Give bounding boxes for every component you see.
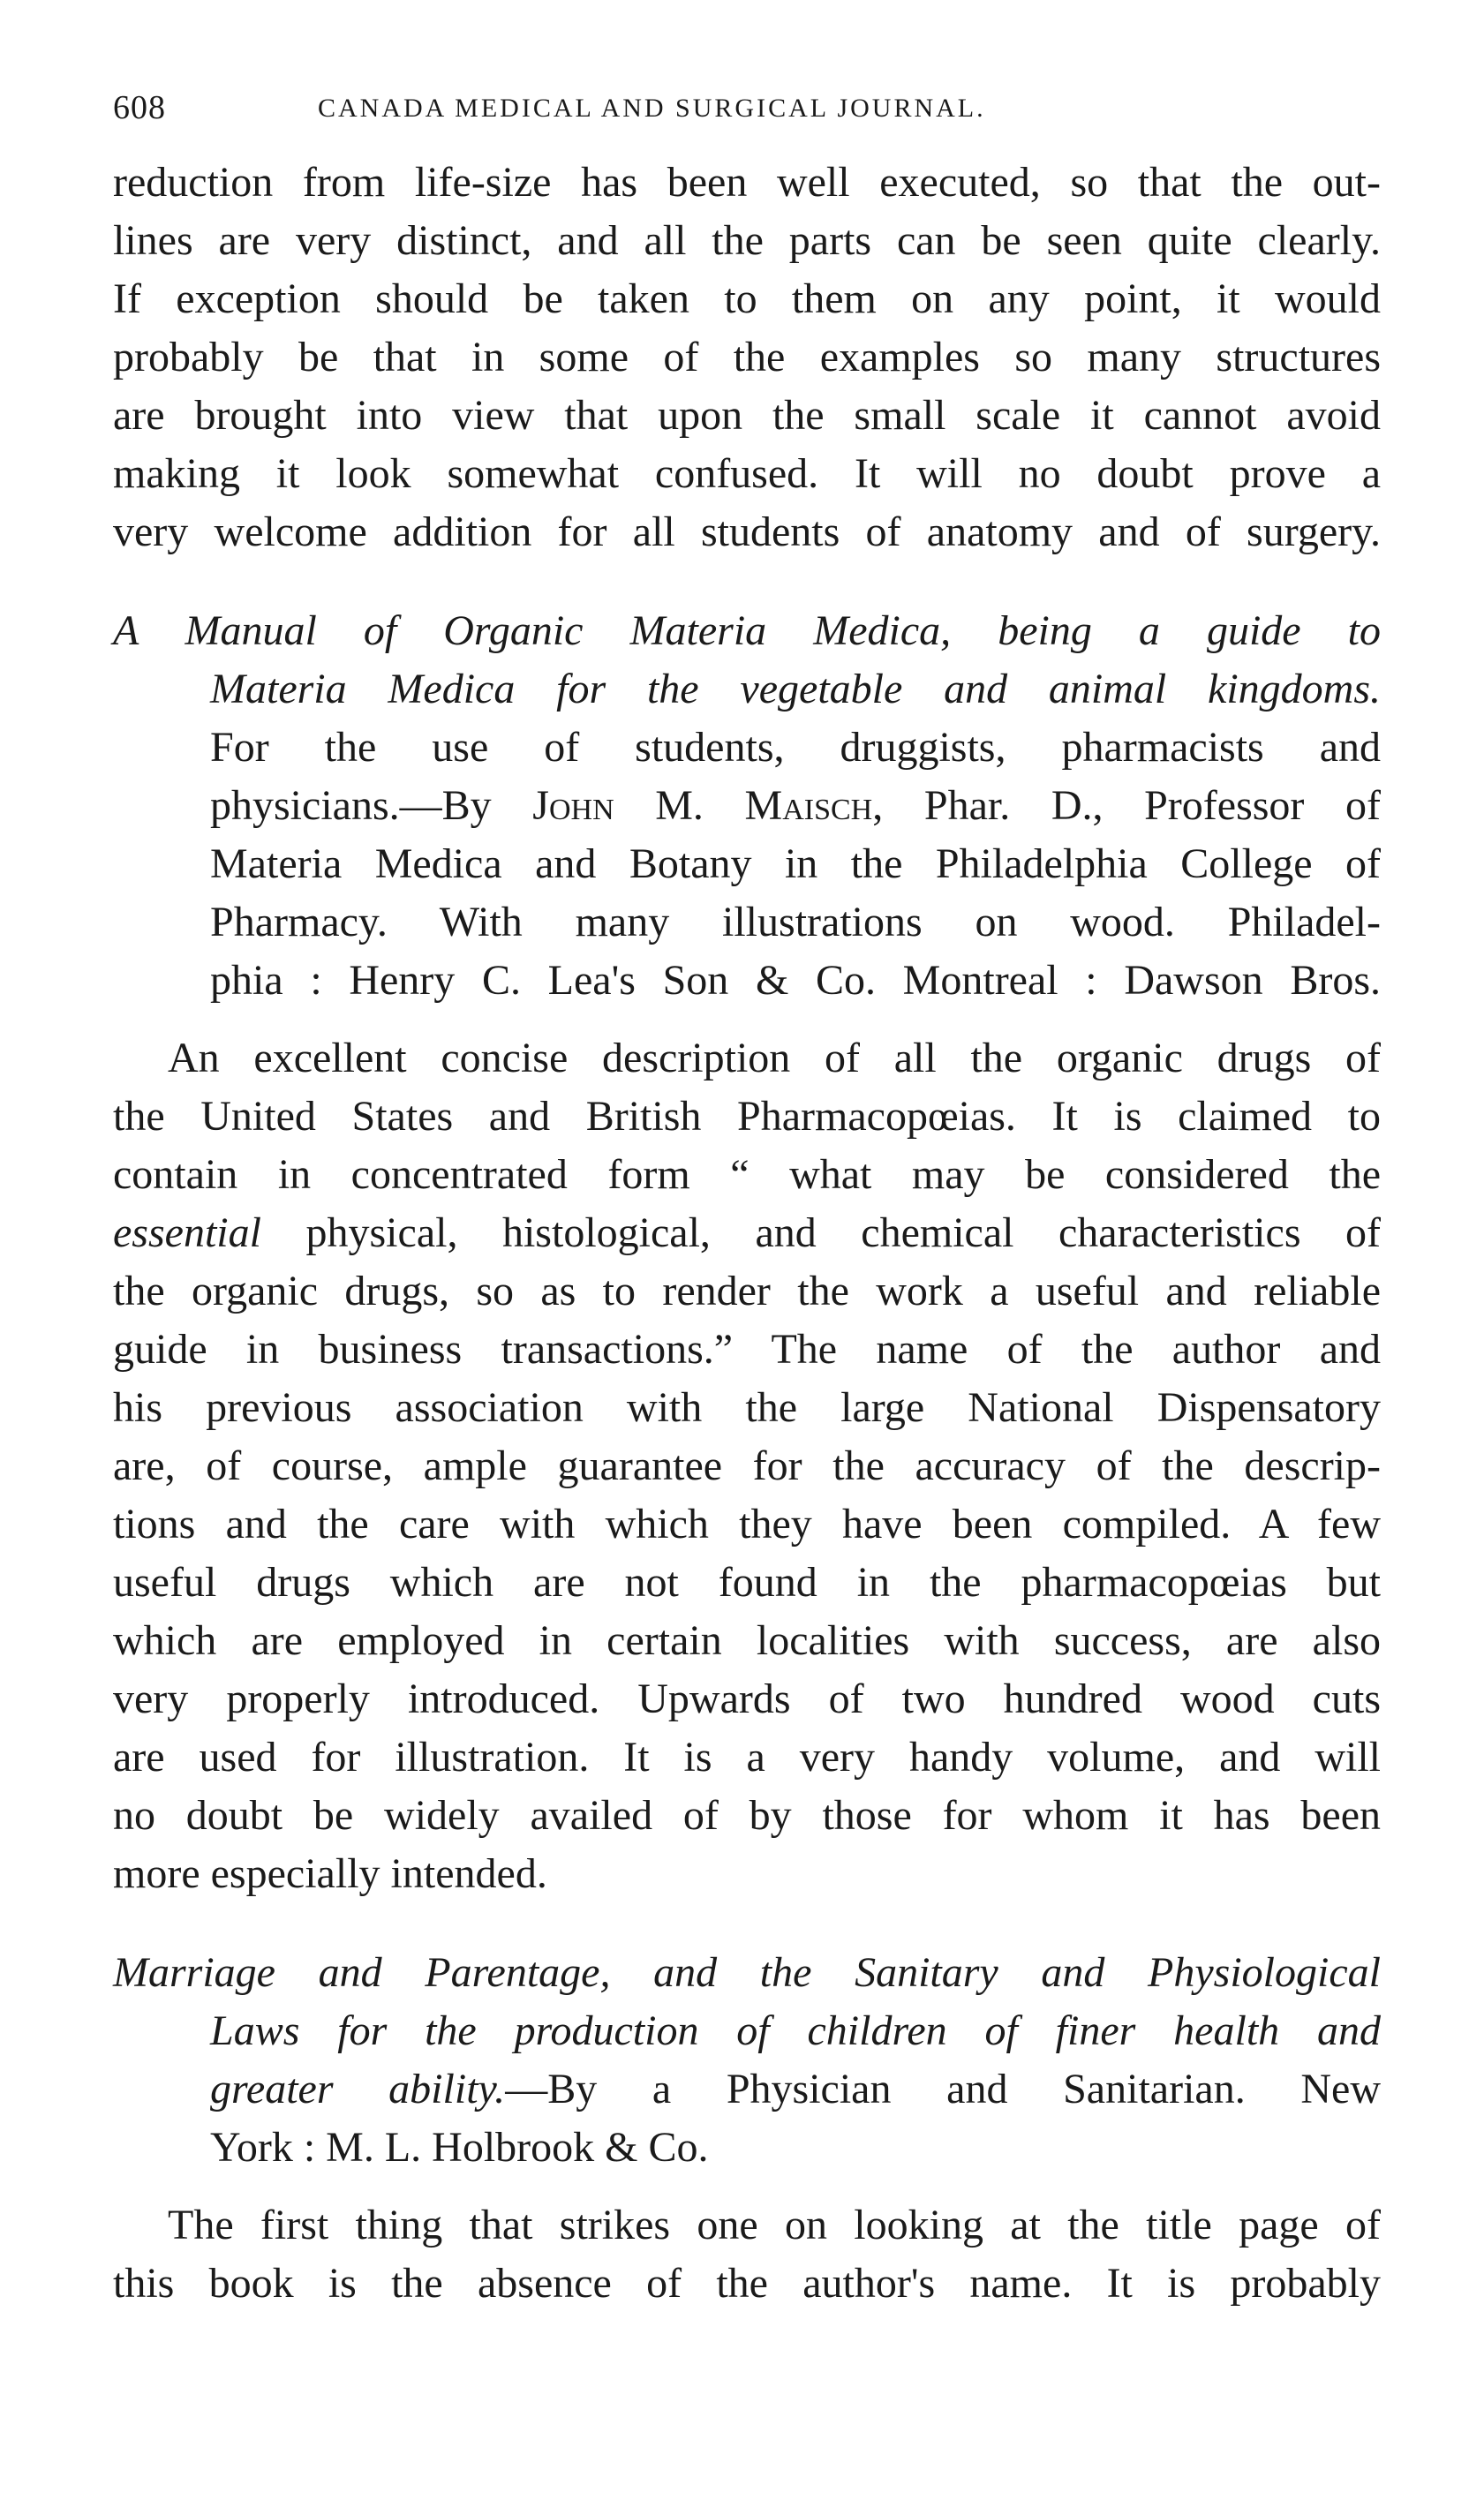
intro-paragraph bbox=[113, 154, 1381, 561]
author-name: John M. Maisch bbox=[532, 782, 873, 829]
text-line: guide in business transactions.” The name of the author and bbox=[113, 1326, 1381, 1373]
text-line: probably be that in some of the examples so many structures bbox=[113, 334, 1381, 380]
text-line: useful drugs which are not found in the pharmacopœias but bbox=[113, 1559, 1381, 1606]
text-line: the organic drugs, so as to render the work a useful and reliable bbox=[113, 1268, 1381, 1314]
book-title: greater ability. bbox=[210, 2066, 506, 2112]
text-line: the United States and British Pharmacopœias. It is claimed to bbox=[113, 1093, 1381, 1140]
review-info-line bbox=[113, 2060, 1381, 2119]
review-title-line: Marriage and Parentage, and the Sanitary and Physiological bbox=[113, 1949, 1381, 1996]
emphasis-text: essential bbox=[113, 1209, 261, 1256]
review-body-2 bbox=[113, 2196, 1381, 2313]
review-title-line bbox=[113, 602, 1381, 660]
text-line: are brought into view that upon the small scale it cannot avoid bbox=[113, 392, 1381, 439]
text-line: making it look somewhat confused. It will no doubt prove a bbox=[113, 450, 1381, 497]
text-line: his previous association with the large National Dispensatory bbox=[113, 1384, 1381, 1431]
review-heading-2 bbox=[113, 1944, 1381, 2177]
text-line bbox=[113, 1204, 1381, 1262]
text-line: this book is the absence of the author's name. It is probably bbox=[113, 2260, 1381, 2307]
review-info-line: York : M. L. Holbrook & Co. bbox=[210, 2124, 709, 2171]
text-line: tions and the care with which they have been compiled. A few bbox=[113, 1501, 1381, 1547]
review-heading-1 bbox=[113, 602, 1381, 1010]
review-title-line: Laws for the production of children of finer health and bbox=[210, 2007, 1381, 2054]
book-subtitle: being a guide to bbox=[951, 607, 1381, 654]
text-line: An excellent concise description of all the organic drugs of bbox=[168, 1035, 1381, 1081]
page-header bbox=[113, 88, 1381, 141]
text-line: If exception should be taken to them on any point, it would bbox=[113, 275, 1381, 322]
text-line: The first thing that strikes one on looking at the title page of bbox=[168, 2202, 1381, 2248]
review-title-line: Materia Medica for the vegetable and animal kingdoms. bbox=[210, 666, 1381, 712]
running-head: CANADA MEDICAL AND SURGICAL JOURNAL. bbox=[318, 94, 986, 123]
review-info-line bbox=[113, 777, 1381, 835]
text-line: contain in concentrated form “ what may be considered the bbox=[113, 1151, 1381, 1198]
review-info-line: Pharmacy. With many illustrations on wood. Philadel- bbox=[210, 899, 1381, 945]
text-line: more especially intended. bbox=[113, 1850, 547, 1897]
text-line: very properly introduced. Upwards of two hundred wood cuts bbox=[113, 1675, 1381, 1722]
review-info-line: Materia Medica and Botany in the Philadelphia College of bbox=[210, 840, 1381, 887]
review-text: physicians.—By bbox=[210, 782, 533, 829]
review-text: —By a Physician and Sanitarian. New bbox=[505, 2066, 1381, 2112]
text-line: lines are very distinct, and all the parts can be seen quite clearly. bbox=[113, 217, 1381, 264]
book-title: A Manual of Organic Materia Medica, bbox=[113, 607, 952, 654]
text-line: very welcome addition for all students of anatomy and of surgery. bbox=[113, 508, 1381, 555]
text-line: which are employed in certain localities with success, are also bbox=[113, 1617, 1381, 1664]
text-line: no doubt be widely availed of by those for whom it has been bbox=[113, 1792, 1381, 1839]
text-line: are, of course, ample guarantee for the accuracy of the descrip- bbox=[113, 1442, 1381, 1489]
review-body-1 bbox=[113, 1029, 1381, 1903]
review-info-line: For the use of students, druggists, pharmacists and bbox=[210, 724, 1381, 771]
review-text: physical, histological, and chemical characteristics of bbox=[260, 1209, 1381, 1256]
review-text: , Phar. D., Professor of bbox=[872, 782, 1382, 829]
journal-page bbox=[113, 88, 1381, 2313]
text-line: are used for illustration. It is a very handy volume, and will bbox=[113, 1734, 1381, 1781]
page-number: 608 bbox=[113, 89, 166, 126]
text-line: reduction from life-size has been well executed, so that the out- bbox=[113, 159, 1381, 206]
review-info-line: phia : Henry C. Lea's Son & Co. Montreal : Dawson Bros. bbox=[210, 957, 1381, 1004]
